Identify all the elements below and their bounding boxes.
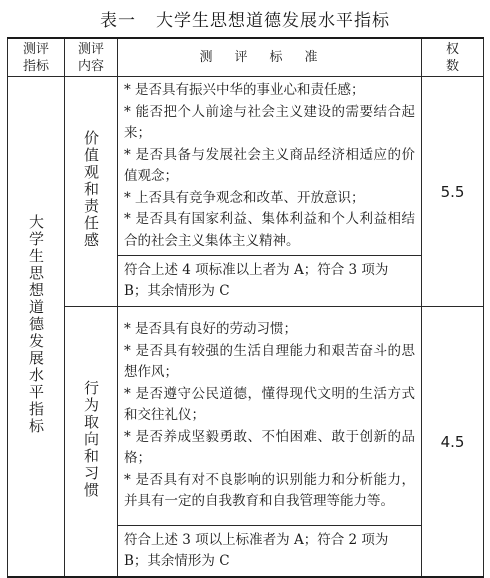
table-row bbox=[8, 307, 484, 526]
criteria-item: * 是否具有对不良影响的识别能力和分析能力，并具有一定的自我教育和自我管理等能力等。 bbox=[124, 471, 415, 510]
summary-cell-behavior: 符合上述 3 项以上标准者为 A；符合 2 项为 B；其余情形为 C bbox=[118, 526, 422, 578]
criteria-item: * 是否具有较强的生活自理能力和艰苦奋斗的思想作风； bbox=[124, 342, 415, 381]
content-cell-values bbox=[65, 77, 118, 307]
content-cell-behavior bbox=[65, 307, 118, 578]
evaluation-table bbox=[7, 37, 484, 578]
header-standard: 测评标准 bbox=[118, 38, 422, 77]
criteria-item: * 是否具有良好的劳动习惯； bbox=[124, 321, 298, 338]
criteria-item: * 是否具备与发展社会主义商品经济相适应的价值观念； bbox=[124, 146, 415, 184]
content-text-behavior: 行为取向和习惯 bbox=[82, 380, 100, 499]
criteria-cell-values bbox=[118, 77, 422, 256]
criteria-item: * 是否遵守公民道德，懂得现代文明的生活方式和交往礼仪； bbox=[124, 385, 415, 424]
criteria-item: * 上否具有竞争观念和改革、开放意识； bbox=[124, 189, 365, 206]
header-indicator: 测评指标 bbox=[8, 38, 65, 77]
table-title bbox=[0, 6, 490, 31]
header-weight: 权数 bbox=[422, 38, 484, 77]
criteria-item: * 能否把个人前途与社会主义建设的需要结合起来； bbox=[124, 103, 415, 141]
summary-cell-values: 符合上述 4 项标准以上者为 A；符合 3 项为 B；其余情形为 C bbox=[118, 256, 422, 307]
weight-cell-values: 5.5 bbox=[422, 77, 484, 307]
criteria-item: * 是否具有国家利益、集体利益和个人利益相结合的社会主义集体主义精神。 bbox=[124, 211, 415, 249]
table-header-row bbox=[8, 38, 484, 77]
criteria-item: * 是否具有振兴中华的事业心和责任感； bbox=[124, 82, 365, 98]
indicator-text: 大学生思想道德发展水平指标 bbox=[27, 214, 45, 435]
criteria-item: * 是否养成坚毅勇敢、不怕困难、敢于创新的品格； bbox=[124, 428, 415, 467]
indicator-cell bbox=[8, 77, 65, 578]
table-row bbox=[8, 77, 484, 256]
content-text-values: 价值观和责任感 bbox=[82, 130, 100, 249]
criteria-cell-behavior bbox=[118, 307, 422, 526]
weight-cell-behavior: 4.5 bbox=[422, 307, 484, 578]
table-number: 表一 bbox=[100, 11, 136, 31]
table-caption: 大学生思想道德发展水平指标 bbox=[156, 11, 390, 31]
header-content: 测评内容 bbox=[65, 38, 118, 77]
